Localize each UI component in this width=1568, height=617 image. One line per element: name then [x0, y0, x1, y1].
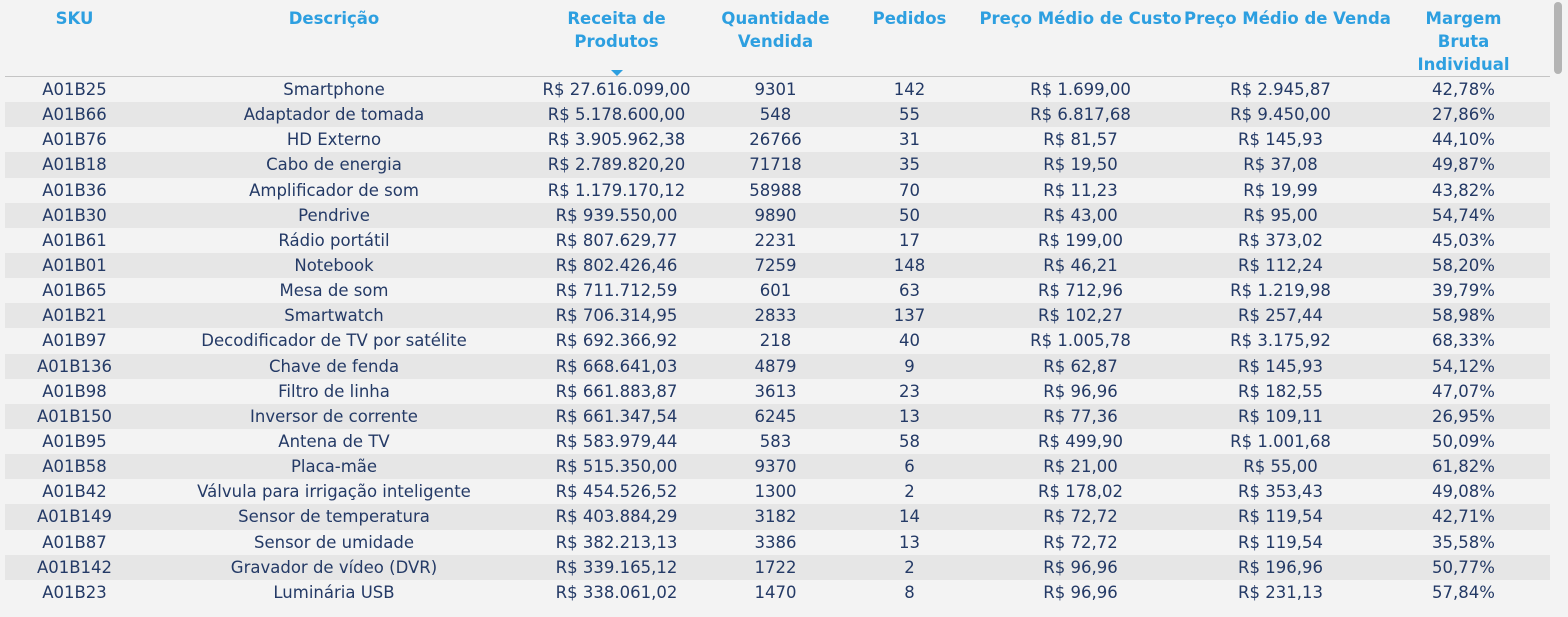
descricao-cell: Mesa de som — [279, 281, 389, 301]
table-row[interactable] — [5, 379, 1550, 404]
quantidade-cell: 7259 — [754, 256, 797, 276]
sku-cell: A01B66 — [42, 105, 107, 125]
column-header-preco-custo[interactable] — [977, 0, 1184, 77]
margem-cell: 68,33% — [1432, 331, 1495, 351]
descricao-cell: Válvula para irrigação inteligente — [197, 482, 471, 502]
receita-cell: R$ 27.616.099,00 — [542, 80, 691, 100]
quantidade-cell: 548 — [759, 105, 792, 125]
descricao-cell: Luminária USB — [273, 582, 395, 602]
preco-custo-cell: R$ 43,00 — [1043, 205, 1118, 225]
preco-custo-cell: R$ 96,96 — [1043, 381, 1118, 401]
receita-cell: R$ 3.905.962,38 — [547, 130, 686, 150]
descricao-cell: Sensor de umidade — [254, 532, 414, 552]
descricao-cell: Cabo de energia — [266, 155, 402, 175]
table-row[interactable] — [5, 504, 1550, 529]
sku-cell: A01B42 — [42, 482, 107, 502]
pedidos-cell: 40 — [899, 331, 920, 351]
preco-venda-cell: R$ 3.175,92 — [1230, 331, 1331, 351]
pedidos-cell: 23 — [899, 381, 920, 401]
margem-cell: 35,58% — [1432, 532, 1495, 552]
preco-venda-cell: R$ 231,13 — [1238, 582, 1323, 602]
table-row[interactable] — [5, 152, 1550, 177]
margem-cell: 27,86% — [1432, 105, 1495, 125]
margem-cell: 54,12% — [1432, 356, 1495, 376]
pedidos-cell: 2 — [904, 557, 915, 577]
column-header-receita[interactable] — [524, 0, 709, 77]
pedidos-cell: 13 — [899, 532, 920, 552]
preco-venda-cell: R$ 145,93 — [1238, 356, 1323, 376]
preco-venda-cell: R$ 353,43 — [1238, 482, 1323, 502]
receita-cell: R$ 515.350,00 — [555, 457, 678, 477]
column-header-preco-venda[interactable] — [1184, 0, 1391, 77]
quantidade-cell: 2231 — [754, 230, 797, 250]
quantidade-cell: 2833 — [754, 306, 797, 326]
column-header-label: SKU — [55, 9, 94, 28]
sku-cell: A01B01 — [42, 256, 107, 276]
column-header-label: Pedidos — [872, 9, 947, 28]
preco-venda-cell: R$ 112,24 — [1238, 256, 1323, 276]
table-row[interactable] — [5, 228, 1550, 253]
pedidos-cell: 13 — [899, 406, 920, 426]
column-header-label: Preço Médio de Custo — [979, 9, 1182, 28]
table-row[interactable] — [5, 530, 1550, 555]
preco-venda-cell: R$ 95,00 — [1243, 205, 1318, 225]
table-row[interactable] — [5, 429, 1550, 454]
column-header-descricao[interactable] — [144, 0, 524, 77]
sales-table — [5, 0, 1550, 605]
table-row[interactable] — [5, 178, 1550, 203]
preco-custo-cell: R$ 96,96 — [1043, 582, 1118, 602]
sku-cell: A01B142 — [36, 557, 113, 577]
margem-cell: 57,84% — [1432, 582, 1495, 602]
table-header — [5, 0, 1550, 77]
scrollbar-thumb[interactable] — [1554, 2, 1562, 74]
quantidade-cell: 4879 — [754, 356, 797, 376]
column-header-sku[interactable] — [5, 0, 144, 77]
preco-venda-cell: R$ 119,54 — [1238, 532, 1323, 552]
pedidos-cell: 70 — [899, 180, 920, 200]
quantidade-cell: 1470 — [754, 582, 797, 602]
descricao-cell: Filtro de linha — [278, 381, 390, 401]
margem-cell: 43,82% — [1432, 180, 1495, 200]
preco-custo-cell: R$ 72,72 — [1043, 532, 1118, 552]
margem-cell: 26,95% — [1432, 406, 1495, 426]
preco-venda-cell: R$ 145,93 — [1238, 130, 1323, 150]
column-header-margem[interactable] — [1377, 0, 1550, 77]
preco-custo-cell: R$ 178,02 — [1038, 482, 1123, 502]
descricao-cell: Smartwatch — [284, 306, 384, 326]
pedidos-cell: 63 — [899, 281, 920, 301]
table-row[interactable] — [5, 253, 1550, 278]
sku-cell: A01B61 — [42, 230, 107, 250]
receita-cell: R$ 711.712,59 — [555, 281, 678, 301]
table-row[interactable] — [5, 127, 1550, 152]
preco-custo-cell: R$ 1.005,78 — [1030, 331, 1131, 351]
quantidade-cell: 1300 — [754, 482, 797, 502]
preco-venda-cell: R$ 257,44 — [1238, 306, 1323, 326]
table-row[interactable] — [5, 479, 1550, 504]
table-body — [5, 77, 1550, 605]
descricao-cell: Amplificador de som — [249, 180, 419, 200]
sku-cell: A01B58 — [42, 457, 107, 477]
sku-cell: A01B76 — [42, 130, 107, 150]
pedidos-cell: 8 — [904, 582, 915, 602]
descricao-cell: Pendrive — [298, 205, 370, 225]
sku-cell: A01B87 — [42, 532, 107, 552]
margem-cell: 49,87% — [1432, 155, 1495, 175]
preco-custo-cell: R$ 6.817,68 — [1030, 105, 1131, 125]
pedidos-cell: 142 — [893, 80, 926, 100]
quantidade-cell: 3182 — [754, 507, 797, 527]
table-row[interactable] — [5, 454, 1550, 479]
table-row[interactable] — [5, 328, 1550, 353]
receita-cell: R$ 2.789.820,20 — [547, 155, 686, 175]
descricao-cell: Inversor de corrente — [250, 406, 418, 426]
preco-custo-cell: R$ 77,36 — [1043, 406, 1118, 426]
table-row[interactable] — [5, 102, 1550, 127]
margem-cell: 49,08% — [1432, 482, 1495, 502]
preco-custo-cell: R$ 11,23 — [1043, 180, 1118, 200]
sku-cell: A01B25 — [42, 80, 107, 100]
sort-descending-icon — [611, 70, 623, 76]
descricao-cell: Decodificador de TV por satélite — [201, 331, 467, 351]
receita-cell: R$ 706.314,95 — [555, 306, 678, 326]
pedidos-cell: 35 — [899, 155, 920, 175]
receita-cell: R$ 939.550,00 — [555, 205, 678, 225]
pedidos-cell: 50 — [899, 205, 920, 225]
descricao-cell: Chave de fenda — [268, 356, 400, 376]
preco-venda-cell: R$ 55,00 — [1243, 457, 1318, 477]
receita-cell: R$ 692.366,92 — [555, 331, 678, 351]
quantidade-cell: 9301 — [754, 80, 797, 100]
margem-cell: 58,20% — [1432, 256, 1495, 276]
pedidos-cell: 55 — [899, 105, 920, 125]
preco-venda-cell: R$ 1.219,98 — [1230, 281, 1331, 301]
preco-custo-cell: R$ 1.699,00 — [1030, 80, 1131, 100]
table-row[interactable] — [5, 580, 1550, 605]
sku-cell: A01B136 — [36, 356, 113, 376]
sku-cell: A01B18 — [42, 155, 107, 175]
preco-venda-cell: R$ 182,55 — [1238, 381, 1323, 401]
table-row[interactable] — [5, 555, 1550, 580]
sku-cell: A01B36 — [42, 180, 107, 200]
preco-custo-cell: R$ 62,87 — [1043, 356, 1118, 376]
preco-custo-cell: R$ 199,00 — [1038, 230, 1123, 250]
descricao-cell: HD Externo — [286, 130, 382, 150]
column-header-label: Receita de Produtos — [567, 9, 666, 51]
quantidade-cell: 58988 — [749, 180, 802, 200]
quantidade-cell: 9890 — [754, 205, 797, 225]
receita-cell: R$ 802.426,46 — [555, 256, 678, 276]
descricao-cell: Gravador de vídeo (DVR) — [230, 557, 438, 577]
sku-cell: A01B98 — [42, 381, 107, 401]
table-row[interactable] — [5, 354, 1550, 379]
pedidos-cell: 31 — [899, 130, 920, 150]
quantidade-cell: 26766 — [749, 130, 802, 150]
pedidos-cell: 17 — [899, 230, 920, 250]
column-header-label: Preço Médio de Venda — [1184, 9, 1391, 28]
sku-cell: A01B149 — [36, 507, 113, 527]
margem-cell: 39,79% — [1432, 281, 1495, 301]
quantidade-cell: 1722 — [754, 557, 797, 577]
sku-cell: A01B30 — [42, 205, 107, 225]
pedidos-cell: 137 — [893, 306, 926, 326]
preco-venda-cell: R$ 19,99 — [1243, 180, 1318, 200]
quantidade-cell: 3613 — [754, 381, 797, 401]
receita-cell: R$ 661.883,87 — [555, 381, 678, 401]
receita-cell: R$ 5.178.600,00 — [547, 105, 686, 125]
preco-custo-cell: R$ 46,21 — [1043, 256, 1118, 276]
preco-custo-cell: R$ 499,90 — [1038, 432, 1123, 452]
receita-cell: R$ 382.213,13 — [555, 532, 678, 552]
receita-cell: R$ 583.979,44 — [555, 432, 678, 452]
receita-cell: R$ 338.061,02 — [555, 582, 678, 602]
receita-cell: R$ 1.179.170,12 — [547, 180, 686, 200]
table-row[interactable] — [5, 203, 1550, 228]
preco-custo-cell: R$ 21,00 — [1043, 457, 1118, 477]
table-row[interactable] — [5, 77, 1550, 103]
preco-venda-cell: R$ 2.945,87 — [1230, 80, 1331, 100]
receita-cell: R$ 807.629,77 — [555, 230, 678, 250]
preco-venda-cell: R$ 373,02 — [1238, 230, 1323, 250]
descricao-cell: Smartphone — [283, 80, 385, 100]
preco-venda-cell: R$ 1.001,68 — [1230, 432, 1331, 452]
pedidos-cell: 58 — [899, 432, 920, 452]
descricao-cell: Sensor de temperatura — [238, 507, 430, 527]
preco-custo-cell: R$ 96,96 — [1043, 557, 1118, 577]
preco-custo-cell: R$ 81,57 — [1043, 130, 1118, 150]
quantidade-cell: 71718 — [749, 155, 802, 175]
sku-cell: A01B23 — [42, 582, 107, 602]
margem-cell: 61,82% — [1432, 457, 1495, 477]
column-header-label: Descrição — [288, 9, 380, 28]
sku-cell: A01B97 — [42, 331, 107, 351]
preco-venda-cell: R$ 119,54 — [1238, 507, 1323, 527]
sku-cell: A01B65 — [42, 281, 107, 301]
quantidade-cell: 3386 — [754, 532, 797, 552]
receita-cell: R$ 454.526,52 — [555, 482, 678, 502]
margem-cell: 50,09% — [1432, 432, 1495, 452]
table-row[interactable] — [5, 303, 1550, 328]
preco-venda-cell: R$ 37,08 — [1243, 155, 1318, 175]
pedidos-cell: 148 — [893, 256, 926, 276]
table-row[interactable] — [5, 404, 1550, 429]
preco-venda-cell: R$ 109,11 — [1238, 406, 1323, 426]
preco-custo-cell: R$ 712,96 — [1038, 281, 1123, 301]
descricao-cell: Rádio portátil — [278, 230, 390, 250]
sku-cell: A01B21 — [42, 306, 107, 326]
table-row[interactable] — [5, 278, 1550, 303]
margem-cell: 45,03% — [1432, 230, 1495, 250]
margem-cell: 58,98% — [1432, 306, 1495, 326]
column-header-quantidade[interactable] — [709, 0, 842, 77]
pedidos-cell: 2 — [904, 482, 915, 502]
quantidade-cell: 218 — [759, 331, 792, 351]
receita-cell: R$ 661.347,54 — [555, 406, 678, 426]
column-header-label: Margem Bruta Individual — [1417, 9, 1510, 74]
pedidos-cell: 9 — [904, 356, 915, 376]
preco-custo-cell: R$ 72,72 — [1043, 507, 1118, 527]
quantidade-cell: 9370 — [754, 457, 797, 477]
margem-cell: 42,71% — [1432, 507, 1495, 527]
margem-cell: 50,77% — [1432, 557, 1495, 577]
margem-cell: 42,78% — [1432, 80, 1495, 100]
column-header-label: Quantidade Vendida — [721, 9, 830, 51]
preco-venda-cell: R$ 9.450,00 — [1230, 105, 1331, 125]
quantidade-cell: 6245 — [754, 406, 797, 426]
receita-cell: R$ 668.641,03 — [555, 356, 678, 376]
pedidos-cell: 6 — [904, 457, 915, 477]
preco-venda-cell: R$ 196,96 — [1238, 557, 1323, 577]
preco-custo-cell: R$ 19,50 — [1043, 155, 1118, 175]
vertical-scrollbar[interactable] — [1552, 2, 1564, 612]
descricao-cell: Notebook — [294, 256, 374, 276]
margem-cell: 54,74% — [1432, 205, 1495, 225]
pedidos-cell: 14 — [899, 507, 920, 527]
preco-custo-cell: R$ 102,27 — [1038, 306, 1123, 326]
margem-cell: 47,07% — [1432, 381, 1495, 401]
sku-cell: A01B95 — [42, 432, 107, 452]
quantidade-cell: 583 — [759, 432, 792, 452]
descricao-cell: Antena de TV — [278, 432, 390, 452]
receita-cell: R$ 339.165,12 — [555, 557, 678, 577]
margem-cell: 44,10% — [1432, 130, 1495, 150]
column-header-pedidos[interactable] — [842, 0, 977, 77]
receita-cell: R$ 403.884,29 — [555, 507, 678, 527]
descricao-cell: Adaptador de tomada — [243, 105, 425, 125]
sku-cell: A01B150 — [36, 406, 113, 426]
quantidade-cell: 601 — [759, 281, 792, 301]
descricao-cell: Placa-mãe — [290, 457, 378, 477]
